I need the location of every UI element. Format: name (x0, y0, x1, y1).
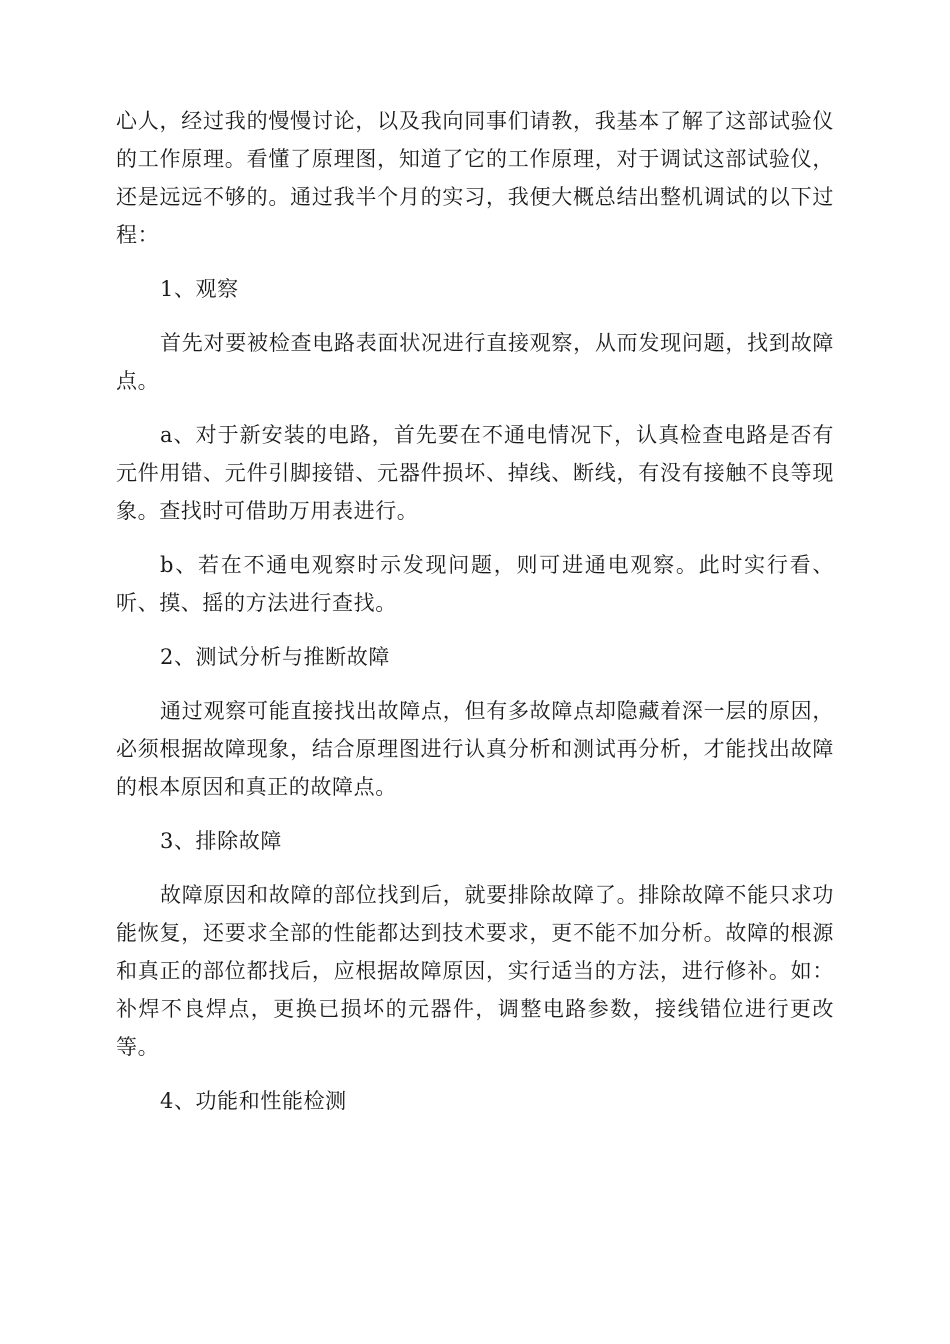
section-heading-testing: 4、功能和性能检测 (160, 1089, 347, 1113)
intro-paragraph: 心人，经过我的慢慢讨论，以及我向同事们请教，我基本了解了这部试验仪的工作原理。看懂了原理图，知道了它的工作原理，对于调试这部试验仪，还是远远不够的。通过我半个月的实习，我便大概总结出整机调试的以下过程： (116, 109, 834, 247)
paragraph-analysis: 通过观察可能直接找出故障点，但有多故障点却隐藏着深一层的原因，必须根据故障现象，结合原理图进行认真分析和测试再分析，才能找出故障的根本原因和真正的故障点。 (116, 699, 834, 799)
section-heading-repair: 3、排除故障 (160, 829, 282, 853)
paragraph-observe: 首先对要被检查电路表面状况进行直接观察，从而发现问题，找到故障点。 (116, 331, 834, 393)
paragraph-repair: 故障原因和故障的部位找到后，就要排除故障了。排除故障不能只求功能恢复，还要求全部的性能都达到技术要求，更不能不加分析。故障的根源和真正的部位都找后，应根据故障原因，实行适当的方法，进行修补。如：补焊不良焊点，更换已损坏的元器件，调整电路参数，接线错位进行更改等。 (116, 883, 834, 1059)
paragraph-observe-a: a、对于新安装的电路，首先要在不通电情况下，认真检查电路是否有元件用错、元件引脚接错、元器件损坏、掉线、断线，有没有接触不良等现象。查找时可借助万用表进行。 (116, 423, 834, 523)
section-heading-analysis: 2、测试分析与推断故障 (160, 645, 390, 669)
paragraph-observe-b: b、若在不通电观察时示发现问题，则可进通电观察。此时实行看、听、摸、摇的方法进行查找。 (116, 553, 834, 615)
document-body (116, 102, 834, 1136)
section-heading-observe: 1、观察 (160, 277, 239, 301)
